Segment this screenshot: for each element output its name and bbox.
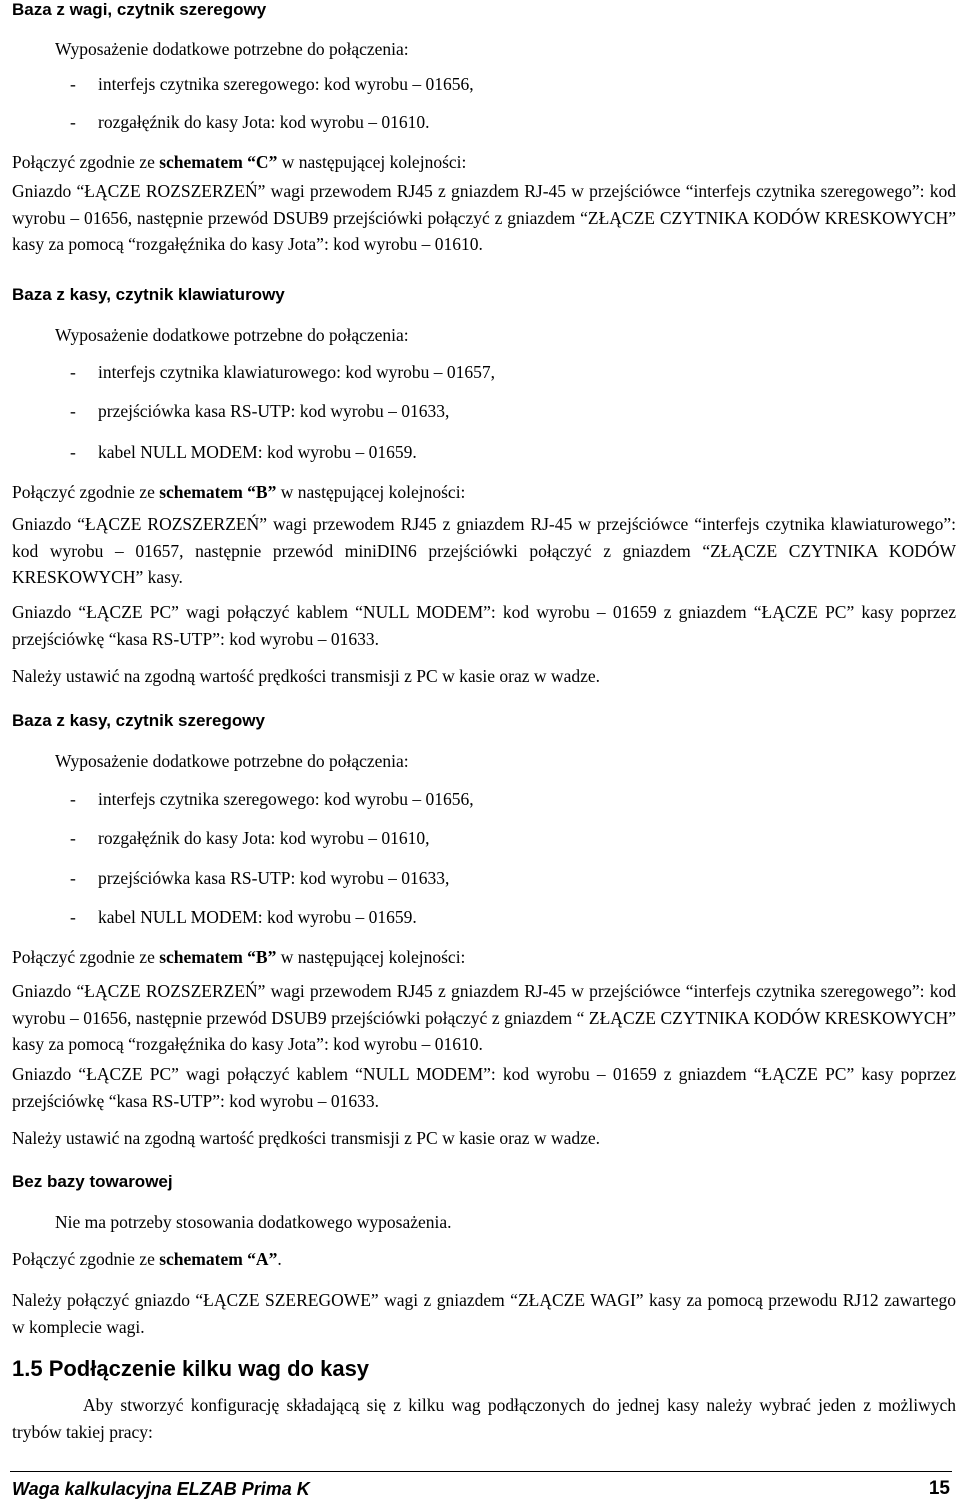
list-item: - przejściówka kasa RS-UTP: kod wyrobu – 01633,	[70, 401, 450, 421]
equipment-intro: Wyposażenie dodatkowe potrzebne do połączenia:	[55, 325, 409, 345]
list-item: - rozgałęźnik do kasy Jota: kod wyrobu – 01610,	[70, 828, 430, 848]
chapter-heading: 1.5 Podłączenie kilku wag do kasy	[12, 1356, 370, 1381]
list-item: - interfejs czytnika szeregowego: kod wyrobu – 01656,	[70, 789, 474, 809]
equipment-intro: Wyposażenie dodatkowe potrzebne do połączenia:	[55, 751, 409, 771]
baud-rate-note: Należy ustawić na zgodną wartość prędkości transmisji z PC w kasie oraz w wadze.	[12, 1128, 601, 1148]
connection-paragraph: Gniazdo “ŁĄCZE ROZSZERZEŃ” wagi przewodem RJ45 z gniazdem RJ-45 w przejściówce “interfejs czytnika szeregowego”: kod wyrobu – 01656, następnie przewód DSUB9 przejściówki połączyć z gniazdem “ ZŁĄCZE CZYTNIKA KODÓW KRESKOWYCH” kasy za pomocą “rozgałęźnika do kasy Jota”: kod wyrobu – 01610.	[12, 981, 956, 1054]
schema-reference: schematem “C”	[159, 152, 278, 172]
list-item: - rozgałęźnik do kasy Jota: kod wyrobu – 01610.	[70, 112, 430, 132]
equipment-intro: Nie ma potrzeby stosowania dodatkowego wyposażenia.	[55, 1212, 452, 1232]
connect-instruction: Połączyć zgodnie ze schematem “A”.	[12, 1249, 282, 1269]
schema-reference: schematem “A”	[159, 1249, 278, 1269]
connect-instruction: Połączyć zgodnie ze schematem “C” w następującej kolejności:	[12, 152, 467, 172]
schema-reference: schematem “B”	[159, 482, 277, 502]
section-heading-scale-base-serial: Baza z wagi, czytnik szeregowy	[12, 0, 267, 19]
list-item: - kabel NULL MODEM: kod wyrobu – 01659.	[70, 907, 417, 927]
connection-paragraph: Gniazdo “ŁĄCZE PC” wagi połączyć kablem “NULL MODEM”: kod wyrobu – 01659 z gniazdem “ŁĄCZE PC” kasy poprzez przejściówkę “kasa RS-UTP”: kod wyrobu – 01633.	[12, 1064, 956, 1111]
chapter-intro-paragraph: Aby stworzyć konfigurację składającą się z kilku wag podłączonych do jednej kasy należy wybrać jeden z możliwych trybów takiej pracy:	[12, 1395, 956, 1442]
connection-paragraph: Gniazdo “ŁĄCZE ROZSZERZEŃ” wagi przewodem RJ45 z gniazdem RJ-45 w przejściówce “interfejs czytnika klawiaturowego”: kod wyrobu – 01657, następnie przewód miniDIN6 przejściówki połączyć z gniazdem “ZŁĄCZE CZYTNIKA KODÓW KRESKOWYCH” kasy.	[12, 514, 956, 587]
baud-rate-note: Należy ustawić na zgodną wartość prędkości transmisji z PC w kasie oraz w wadze.	[12, 666, 601, 686]
list-item: - kabel NULL MODEM: kod wyrobu – 01659.	[70, 442, 417, 462]
connection-paragraph: Gniazdo “ŁĄCZE PC” wagi połączyć kablem “NULL MODEM”: kod wyrobu – 01659 z gniazdem “ŁĄCZE PC” kasy poprzez przejściówkę “kasa RS-UTP”: kod wyrobu – 01633.	[12, 602, 956, 649]
equipment-intro: Wyposażenie dodatkowe potrzebne do połączenia:	[55, 39, 409, 59]
footer-rule	[10, 1471, 952, 1472]
footer-title: Waga kalkulacyjna ELZAB Prima K	[12, 1479, 310, 1499]
section-heading-register-base-serial: Baza z kasy, czytnik szeregowy	[12, 711, 265, 730]
list-item: - interfejs czytnika klawiaturowego: kod wyrobu – 01657,	[70, 362, 496, 382]
connection-paragraph: Gniazdo “ŁĄCZE ROZSZERZEŃ” wagi przewodem RJ45 z gniazdem RJ-45 w przejściówce “interfejs czytnika szeregowego”: kod wyrobu – 01656, następnie przewód DSUB9 przejściówki połączyć z gniazdem “ZŁĄCZE CZYTNIKA KODÓW KRESKOWYCH” kasy za pomocą “rozgałęźnika do kasy Jota”: kod wyrobu – 01610.	[12, 181, 956, 254]
section-heading-register-base-keyboard: Baza z kasy, czytnik klawiaturowy	[12, 285, 285, 304]
schema-reference: schematem “B”	[159, 947, 277, 967]
connection-paragraph: Należy połączyć gniazdo “ŁĄCZE SZEREGOWE” wagi z gniazdem “ZŁĄCZE WAGI” kasy za pomocą przewodu RJ12 zawartego w komplecie wagi.	[12, 1290, 956, 1337]
section-heading-no-goods-base: Bez bazy towarowej	[12, 1172, 173, 1191]
connect-instruction: Połączyć zgodnie ze schematem “B” w następującej kolejności:	[12, 947, 466, 967]
list-item: - interfejs czytnika szeregowego: kod wyrobu – 01656,	[70, 74, 474, 94]
page-number: 15	[928, 1478, 950, 1499]
connect-instruction: Połączyć zgodnie ze schematem “B” w następującej kolejności:	[12, 482, 466, 502]
list-item: - przejściówka kasa RS-UTP: kod wyrobu – 01633,	[70, 868, 450, 888]
